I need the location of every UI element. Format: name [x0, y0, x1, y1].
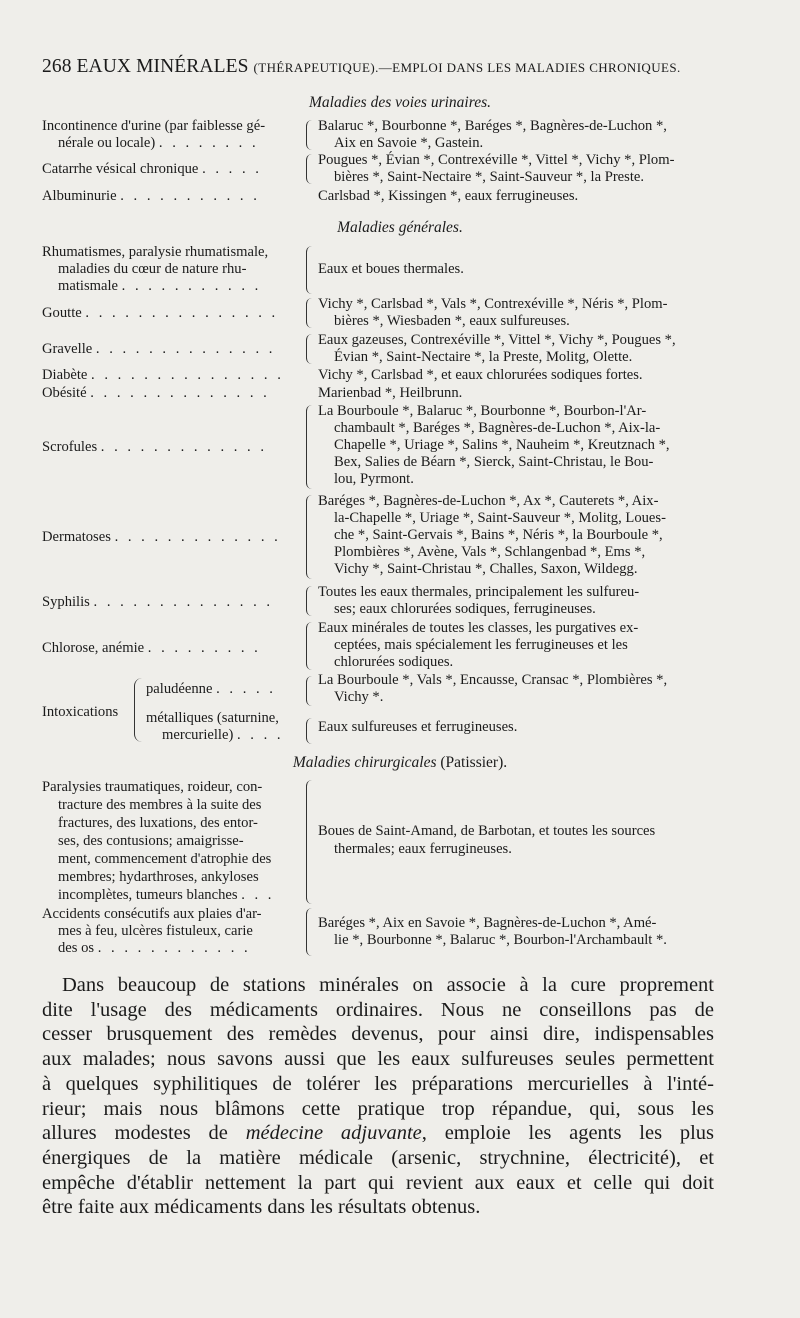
remedy-list: La Bourboule *, Vals *, Encausse, Cransac *, Plombières *, Vichy *. — [318, 672, 668, 705]
brace — [306, 120, 317, 150]
remedy-list: Carlsbad *, Kissingen *, eaux ferrugineuses. — [318, 188, 579, 204]
brace — [306, 676, 317, 706]
remedy-list: Vichy *, Carlsbad *, Vals *, Contrexéville *, Néris *, Plom- bières *, Wiesbaden *, eaux sulfureuses. — [318, 296, 668, 329]
remedy-list: Balaruc *, Bourbonne *, Baréges *, Bagnères-de-Luchon *, Aix en Savoie *, Gastein. — [318, 118, 667, 151]
remedy-list: Pougues *, Évian *, Contrexéville *, Vittel *, Vichy *, Plom- bières *, Saint-Nectaire *, Saint-Sauveur *, la Preste. — [318, 152, 675, 185]
brace — [134, 678, 143, 742]
page-number: 268 — [42, 56, 72, 77]
disease-label: Accidents consécutifs aux plaies d'ar- mes à feu, ulcères fistuleux, carie des os . . . . . . . . . . . . — [42, 906, 262, 956]
running-subtitle: (THÉRAPEUTIQUE).—EMPLOI DANS LES MALADIES CHRONIQUES. — [253, 60, 681, 75]
subtype-label: métalliques (saturnine, mercurielle) . . . . — [146, 710, 284, 743]
brace — [306, 780, 317, 904]
page-header — [42, 56, 722, 78]
brace — [306, 908, 317, 956]
disease-label: Goutte . . . . . . . . . . . . . . . — [42, 305, 279, 321]
section-heading-generales: Maladies générales. — [337, 219, 463, 236]
emphasis: médecine adjuvante — [245, 1122, 422, 1145]
disease-label: Scrofules . . . . . . . . . . . . . — [42, 439, 267, 455]
brace — [306, 405, 317, 489]
disease-label: Albuminurie . . . . . . . . . . . — [42, 188, 260, 204]
remedy-list: Toutes les eaux thermales, principalement les sulfureu- ses; eaux chlorurées sodiques, ferrugineuses. — [318, 584, 640, 617]
running-title: EAUX MINÉRALES — [76, 56, 249, 77]
remedy-list: Eaux et boues thermales. — [318, 261, 464, 277]
disease-label: Diabète . . . . . . . . . . . . . . . — [42, 367, 284, 383]
disease-label: Paralysies traumatiques, roideur, con- tracture des membres à la suite des fractures, des luxations, des entor- ses, des contusions; amaigrisse- ment, commencement d'atrophie des membres; hydarthroses, ankyloses incomplètes, tumeurs blanches . . . — [42, 779, 275, 903]
remedy-list: Eaux gazeuses, Contrexéville *, Vittel *, Vichy *, Pougues *, Évian *, Saint-Nectaire *, la Preste, Molitg, Olette. — [318, 332, 676, 365]
brace — [306, 154, 317, 184]
remedy-list: La Bourboule *, Balaruc *, Bourbonne *, Bourbon-l'Ar- chambault *, Baréges *, Bagnères-de-Luchon *, Aix-la- Chapelle *, Uriage *, Salins *, Nauheim *, Kreutznach *, Bex, Salies de Béarn *, Sierck, Saint-Christau, le Bou- lou, Pyrmont. — [318, 403, 670, 487]
brace — [306, 586, 317, 616]
subtype-label: paludéenne . . . . . — [146, 681, 276, 697]
brace — [306, 622, 317, 670]
body-paragraph: Dans beaucoup de stations minérales on associe à la cure proprement dite l'usage des médicaments ordinaires. Nous ne conseillons pas de cesser brusquement des remèdes devenus, pour ainsi dire, indispensables aux malades; nous savons aussi que les eaux sulfureuses seules permettent à quelques syphilitiques de tolérer les préparations mercurielles à l'inté- rieur; mais nous blâmons cette pratique trop répandue, qui, sous les allures modestes de médecine adjuvante, emploie les agents les plus énergiques de la matière médicale (arsenic, strychnine, électricité), et empêche d'établir nettement la part qui revient aux eaux et celle qui doit être faite aux médicaments dans les résultats obtenus. — [42, 974, 715, 1219]
brace — [306, 246, 317, 294]
disease-label: Syphilis . . . . . . . . . . . . . . — [42, 594, 274, 610]
disease-label: Rhumatismes, paralysie rhumatismale, maladies du cœur de nature rhu- matismale . . . . . . . . . . . — [42, 244, 269, 294]
brace — [306, 495, 317, 579]
disease-label: Gravelle . . . . . . . . . . . . . . — [42, 341, 276, 357]
remedy-list: Marienbad *, Heilbrunn. — [318, 385, 463, 401]
disease-label: Catarrhe vésical chronique . . . . . — [42, 161, 262, 177]
disease-label: Chlorose, anémie . . . . . . . . . — [42, 640, 261, 656]
disease-label-intoxications: Intoxications — [42, 704, 119, 720]
remedy-list: Baréges *, Bagnères-de-Luchon *, Ax *, Cauterets *, Aix- la-Chapelle *, Uriage *, Saint-Sauveur *, Molitg, Loues- che *, Saint-Gervais *, Bains *, Néris *, la Bourboule *, Plombières *, Avène, Vals *, Schlangenbad *, Ems *, Vichy *, Saint-Christau *, Challes, Saxon, Wildegg. — [318, 493, 666, 577]
remedy-list: Boues de Saint-Amand, de Barbotan, et toutes les sources thermales; eaux ferrugineuses. — [318, 823, 656, 857]
remedy-list: Eaux minérales de toutes les classes, les purgatives ex- ceptées, mais spécialement les ferrugineuses et les chlorurées sodiques. — [318, 620, 639, 670]
remedy-list: Eaux sulfureuses et ferrugineuses. — [318, 719, 518, 735]
section-heading-chirurgicales: Maladies chirurgicales (Patissier). — [292, 754, 508, 771]
disease-label: Obésité . . . . . . . . . . . . . . — [42, 385, 270, 401]
remedy-list: Baréges *, Aix en Savoie *, Bagnères-de-Luchon *, Amé- lie *, Bourbonne *, Balaruc *, Bourbon-l'Archambault *. — [318, 915, 667, 948]
disease-label: Incontinence d'urine (par faiblesse gé- nérale ou locale) . . . . . . . . — [42, 118, 266, 151]
remedy-list: Vichy *, Carlsbad *, et eaux chlorurées sodiques fortes. — [318, 367, 643, 383]
section-heading-urinaires: Maladies des voies urinaires. — [309, 94, 491, 111]
brace — [306, 298, 317, 328]
disease-label: Dermatoses . . . . . . . . . . . . . — [42, 529, 281, 545]
brace — [306, 718, 317, 744]
brace — [306, 334, 317, 364]
